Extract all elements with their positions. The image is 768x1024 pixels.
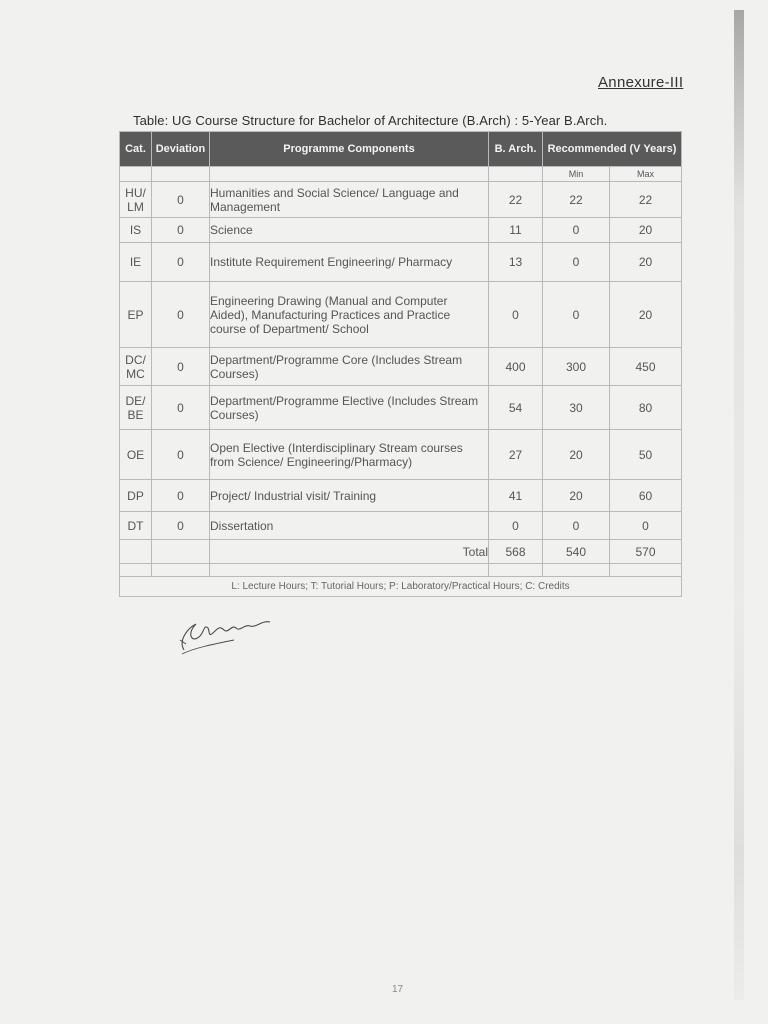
header-barch: B. Arch. (489, 132, 543, 167)
cell-cat: DP (120, 480, 152, 512)
handwritten-signature (174, 610, 284, 658)
subheader-min: Min (543, 167, 610, 182)
table-row (120, 218, 682, 243)
cell-max: 60 (610, 480, 682, 512)
total-min: 540 (543, 540, 610, 564)
cell-barch: 0 (489, 282, 543, 348)
cell-deviation: 0 (152, 243, 210, 282)
header-recommended: Recommended (V Years) (543, 132, 682, 167)
cell-cat: DT (120, 512, 152, 540)
table-header-row (120, 132, 682, 167)
cell-cat: OE (120, 430, 152, 480)
header-deviation: Deviation (152, 132, 210, 167)
cell-cat: IE (120, 243, 152, 282)
cell-deviation: 0 (152, 512, 210, 540)
cell-cat: DC/ MC (120, 348, 152, 386)
scan-edge-shadow (734, 10, 744, 1000)
cell-min: 20 (543, 480, 610, 512)
cell-max: 50 (610, 430, 682, 480)
cell-component: Dissertation (210, 512, 489, 540)
cell-min: 300 (543, 348, 610, 386)
cell-barch: 11 (489, 218, 543, 243)
table-row (120, 480, 682, 512)
legend-text: L: Lecture Hours; T: Tutorial Hours; P: Laboratory/Practical Hours; C: Credits (120, 577, 682, 597)
table-row (120, 348, 682, 386)
cell-max: 80 (610, 386, 682, 430)
cell-barch: 13 (489, 243, 543, 282)
legend-row (120, 577, 682, 597)
cell-barch: 54 (489, 386, 543, 430)
header-programme-components: Programme Components (210, 132, 489, 167)
cell-max: 450 (610, 348, 682, 386)
table-row (120, 182, 682, 218)
cell-min: 30 (543, 386, 610, 430)
header-cat: Cat. (120, 132, 152, 167)
cell-barch: 27 (489, 430, 543, 480)
table-subheader-row (120, 167, 682, 182)
cell-barch: 400 (489, 348, 543, 386)
cell-min: 20 (543, 430, 610, 480)
cell-deviation: 0 (152, 430, 210, 480)
cell-deviation: 0 (152, 282, 210, 348)
cell-max: 22 (610, 182, 682, 218)
cell-deviation: 0 (152, 182, 210, 218)
cell-component: Department/Programme Elective (Includes Stream Courses) (210, 386, 489, 430)
table-title: Table: UG Course Structure for Bachelor of Architecture (B.Arch) : 5-Year B.Arch. (133, 113, 608, 128)
page-number: 17 (392, 984, 404, 995)
cell-cat: EP (120, 282, 152, 348)
cell-deviation: 0 (152, 386, 210, 430)
annexure-label: Annexure-III (598, 74, 684, 91)
cell-component: Engineering Drawing (Manual and Computer Aided), Manufacturing Practices and Practice course of Department/ School (210, 282, 489, 348)
cell-barch: 22 (489, 182, 543, 218)
cell-min: 0 (543, 512, 610, 540)
cell-barch: 0 (489, 512, 543, 540)
table-row (120, 430, 682, 480)
cell-component: Humanities and Social Science/ Language and Management (210, 182, 489, 218)
cell-component: Department/Programme Core (Includes Stream Courses) (210, 348, 489, 386)
cell-min: 0 (543, 243, 610, 282)
cell-cat: IS (120, 218, 152, 243)
total-row (120, 540, 682, 564)
total-max: 570 (610, 540, 682, 564)
cell-deviation: 0 (152, 480, 210, 512)
table-row (120, 282, 682, 348)
total-label: Total (210, 540, 489, 564)
cell-max: 0 (610, 512, 682, 540)
subheader-max: Max (610, 167, 682, 182)
cell-deviation: 0 (152, 348, 210, 386)
course-structure-table (119, 131, 682, 597)
cell-cat: DE/ BE (120, 386, 152, 430)
cell-min: 22 (543, 182, 610, 218)
cell-max: 20 (610, 243, 682, 282)
total-barch: 568 (489, 540, 543, 564)
cell-component: Open Elective (Interdisciplinary Stream courses from Science/ Engineering/Pharmacy) (210, 430, 489, 480)
cell-component: Institute Requirement Engineering/ Pharmacy (210, 243, 489, 282)
cell-cat: HU/ LM (120, 182, 152, 218)
cell-max: 20 (610, 218, 682, 243)
table-row (120, 512, 682, 540)
cell-deviation: 0 (152, 218, 210, 243)
blank-row (120, 564, 682, 577)
cell-min: 0 (543, 282, 610, 348)
cell-min: 0 (543, 218, 610, 243)
cell-component: Science (210, 218, 489, 243)
cell-barch: 41 (489, 480, 543, 512)
table-row (120, 386, 682, 430)
cell-max: 20 (610, 282, 682, 348)
cell-component: Project/ Industrial visit/ Training (210, 480, 489, 512)
table-row (120, 243, 682, 282)
